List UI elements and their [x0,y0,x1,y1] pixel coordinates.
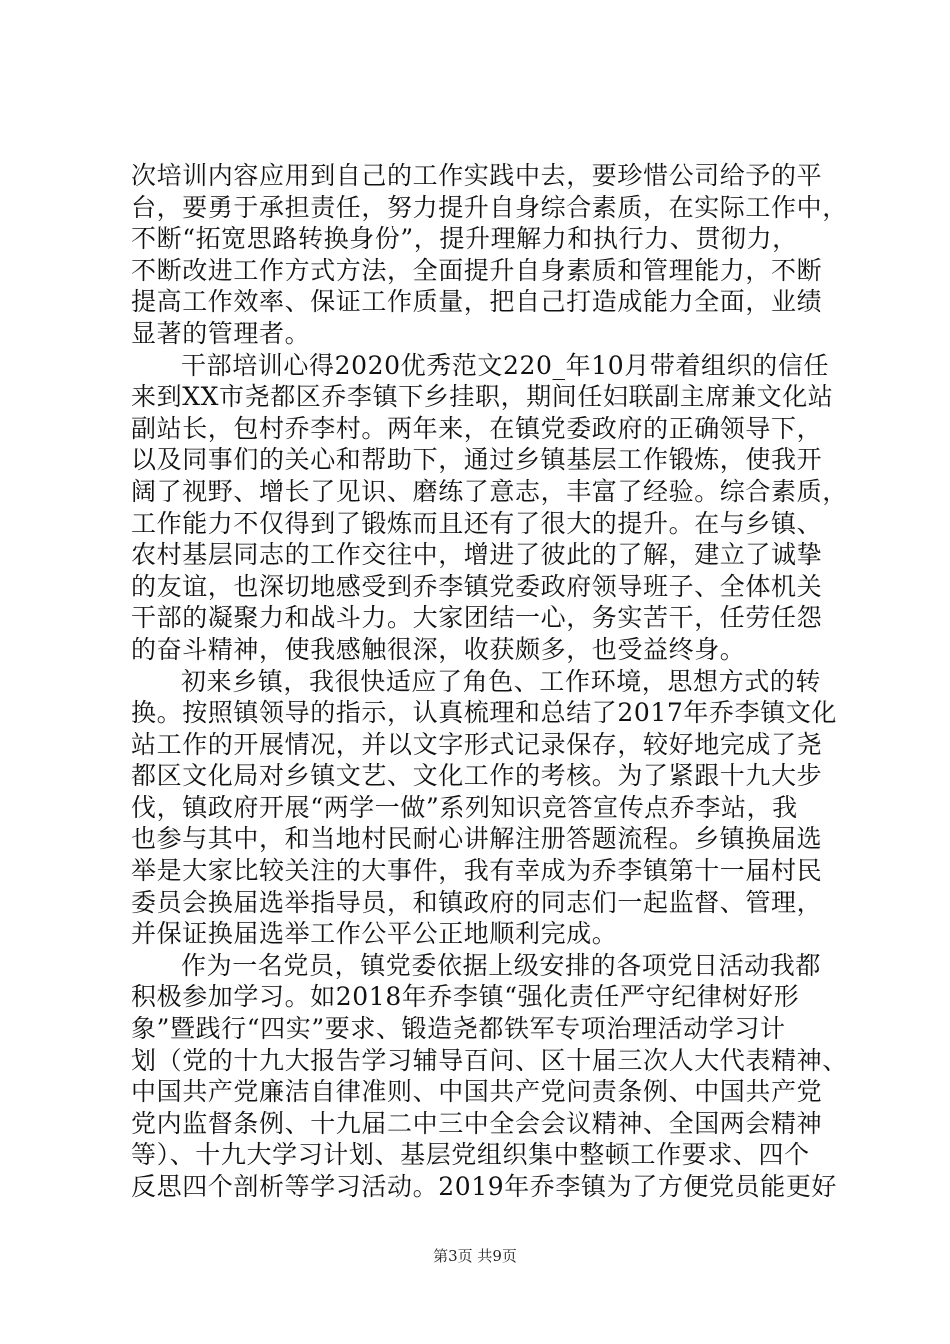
text-line: 都区文化局对乡镇文艺、文化工作的考核。为了紧跟十九大步 [131,761,823,791]
text-line: 的奋斗精神，使我感触很深，收获颇多，也受益终身。 [131,634,746,664]
document-body [131,160,848,1203]
text-line: 中国共产党廉洁自律准则、中国共产党问责条例、中国共产党 [131,1077,823,1107]
text-line: 作为一名党员，镇党委依据上级安排的各项党日活动我都 [181,950,822,980]
text-line: 显著的管理者。 [131,318,311,348]
text-line: 次培训内容应用到自己的工作实践中去，要珍惜公司给予的平 [131,161,823,190]
text-line: 以及同事们的关心和帮助下，通过乡镇基层工作锻炼，使我开 [131,445,823,475]
text-line: 举是大家比较关注的大事件，我有幸成为乔李镇第十一届村民 [131,856,823,886]
text-line: 划（党的十九大报告学习辅导百问、区十届三次人大代表精神、 [131,1045,848,1075]
page-footer: 第3页 共9页 [433,1247,517,1265]
text-line: 初来乡镇，我很快适应了角色、工作环境，思想方式的转 [181,666,822,696]
text-line: 等）、十九大学习计划、基层党组织集中整顿工作要求、四个 [131,1140,810,1170]
text-line: 来到XX市尧都区乔李镇下乡挂职，期间任妇联副主席兼文化站 [131,382,834,412]
text-line: 党内监督条例、十九届二中三中全会会议精神、全国两会精神 [131,1108,823,1138]
text-line: 伐，镇政府开展“两学一做”系列知识竞答宣传点乔李站，我 [131,792,798,822]
text-line: 农村基层同志的工作交往中，增进了彼此的了解，建立了诚挚 [131,540,823,570]
text-line: 并保证换届选举工作公平公正地顺利完成。 [131,919,618,949]
text-line: 也参与其中，和当地村民耐心讲解注册答题流程。乡镇换届选 [131,824,823,854]
text-line: 反思四个剖析等学习活动。2019年乔李镇为了方便党员能更好 [131,1172,838,1201]
text-line: 台，要勇于承担责任，努力提升自身综合素质，在实际工作中， [131,192,848,222]
text-line: 不断改进工作方式方法，全面提升自身素质和管理能力，不断 [131,255,823,285]
text-line: 不断“拓宽思路转换身份”，提升理解力和执行力、贯彻力， [131,224,798,254]
text-line: 阔了视野、增长了见识、磨练了意志，丰富了经验。综合素质， [131,476,848,506]
text-line: 干部培训心得2020优秀范文220_年10月带着组织的信任 [181,350,830,380]
text-line: 积极参加学习。如2018年乔李镇“强化责任严守纪律树好形 [131,982,800,1012]
text-line: 的友谊，也深切地感受到乔李镇党委政府领导班子、全体机关 [131,571,823,601]
text-line: 象”暨践行“四实”要求、锻造尧都铁军专项治理活动学习计 [131,1014,786,1044]
text-line: 换。按照镇领导的指示，认真梳理和总结了2017年乔李镇文化 [131,698,838,728]
text-line: 提高工作效率、保证工作质量，把自己打造成能力全面，业绩 [131,287,823,317]
text-line: 委员会换届选举指导员，和镇政府的同志们一起监督、管理， [131,887,823,917]
text-line: 干部的凝聚力和战斗力。大家团结一心，务实苦干，任劳任怨 [131,603,823,633]
text-line: 副站长，包村乔李村。两年来，在镇党委政府的正确领导下， [131,413,823,443]
text-line: 站工作的开展情况，并以文字形式记录保存，较好地完成了尧 [131,729,823,759]
text-line: 工作能力不仅得到了锻炼而且还有了很大的提升。在与乡镇、 [131,508,823,538]
